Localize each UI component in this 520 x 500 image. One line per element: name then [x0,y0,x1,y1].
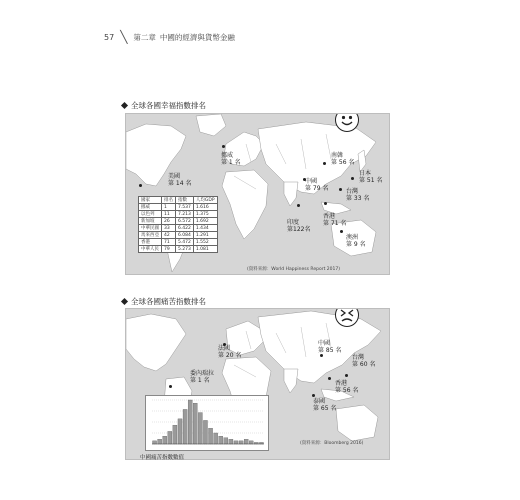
chart-bar [183,409,187,444]
chart-bar [168,431,172,444]
chart-bar [229,439,233,444]
table-cell: 6.572 [176,218,194,225]
usa-marker [139,184,142,187]
thailand-marker [312,394,315,397]
table-cell: 1.081 [193,246,217,253]
chart-bar [158,439,162,444]
hongkong-marker [324,202,327,205]
chart-bar [163,436,167,444]
table-row [139,204,218,211]
table-header-row [139,197,218,204]
label-venezuela: 委內瑞拉 第 1 名 [190,370,215,384]
misery-index-chart [145,395,269,451]
venezuela-marker [169,385,172,388]
chart-bar [244,439,248,444]
table-cell: 新加坡 [139,218,162,225]
chart-bar [219,436,223,444]
label-norway: 挪威 第 1 名 [221,152,241,166]
table-cell: 1.692 [193,218,217,225]
chart-bar [209,428,213,444]
diamond-icon [121,298,128,305]
table-row [139,239,218,246]
table-header: 排名 [162,197,176,204]
chart-bar [234,441,238,444]
label-china: 中國 第 79 名 [305,178,329,192]
chart-bar [224,438,228,444]
table-row [139,211,218,218]
diamond-icon [121,102,128,109]
table-cell: 11 [162,211,176,218]
label-india: 印度 第122名 [287,219,311,233]
table-cell: 挪威 [139,204,162,211]
label-china-2: 中國 第 85 名 [318,340,342,354]
figure1-title-text: 全球各國幸福指數排名 [131,101,206,110]
table-cell: 1.375 [193,211,217,218]
table-cell: 5.273 [176,246,194,253]
figure2-source: (資料來源：Bloomberg 2016) [300,441,364,446]
smiley-face-icon [335,113,359,132]
label-japan: 日本 第 51 名 [359,170,383,184]
label-usa: 美國 第 14 名 [168,173,192,187]
chart-bar [188,400,192,444]
chart-bar [249,441,253,444]
table-header: 人均GDP [193,197,217,204]
table-header: 國家 [139,197,162,204]
figure1-title [122,100,206,111]
table-cell: 1.434 [193,225,217,232]
figure2-title [122,296,206,307]
chart-svg [146,396,268,450]
table-cell: 以色列 [139,211,162,218]
chart-bar [178,419,182,444]
norway-marker [222,145,225,148]
happiness-table [138,196,218,253]
table-cell: 26 [162,218,176,225]
table-cell: 33 [162,225,176,232]
taiwan-marker [339,188,342,191]
table-cell: 5.472 [176,239,194,246]
table-cell: 1 [162,204,176,211]
india-marker [297,204,300,207]
label-france: 法國 第 20 名 [218,345,242,359]
table-header: 指數 [176,197,194,204]
table-cell: 1.291 [193,232,217,239]
label-thailand: 泰國 第 65 名 [313,398,337,412]
chart-bar [214,433,218,444]
table-cell: 6.422 [176,225,194,232]
table-row [139,218,218,225]
table-cell: 71 [162,239,176,246]
table-cell: 中華民國 [139,225,162,232]
label-korea: 南韓 第 56 名 [331,152,355,166]
chart-bar [193,403,197,444]
chart-caption: 中國痛苦指數數值 [140,455,185,461]
table-cell: 6.084 [176,232,194,239]
table-cell: 1.616 [193,204,217,211]
table-row [139,232,218,239]
figure1-source: (資料來源：World Happiness Report 2017) [247,267,340,272]
table-cell: 香港 [139,239,162,246]
table-cell: 7.537 [176,204,194,211]
label-hongkong-2: 香港 第 56 名 [335,380,359,394]
table-row [139,225,218,232]
table-cell: 中華人民 [139,246,162,253]
table-body [139,204,218,253]
table-cell: 42 [162,232,176,239]
table-row [139,246,218,253]
table-cell: 1.552 [193,239,217,246]
label-taiwan-2: 台灣 第 60 名 [352,354,376,368]
chart-bar [173,425,177,444]
japan-marker [351,177,354,180]
table-cell: 7.213 [176,211,194,218]
figure2-title-text: 全球各國痛苦指數排名 [131,297,206,306]
page-number: 57 [104,32,115,42]
korea-marker [323,162,326,165]
label-australia: 澳洲 第 9 名 [346,234,366,248]
china2-marker [320,354,323,357]
taiwan2-marker [345,374,348,377]
header-divider: ╲ [120,30,128,44]
page-header [104,30,235,44]
chapter-title: 中國的經濟與貨幣金融 [159,32,235,42]
chapter-label: 第二章 [133,32,156,42]
chart-bar [239,441,243,444]
australia-marker [340,230,343,233]
label-taiwan: 台灣 第 33 名 [346,188,370,202]
table-cell: 79 [162,246,176,253]
chart-bar [198,413,202,444]
table-cell: 馬來西亞 [139,232,162,239]
chart-bar [153,441,157,444]
sad-face-icon [335,308,359,327]
chart-bar [203,420,207,444]
hongkong2-marker [328,377,331,380]
label-hongkong: 香港 第 71 名 [323,213,347,227]
